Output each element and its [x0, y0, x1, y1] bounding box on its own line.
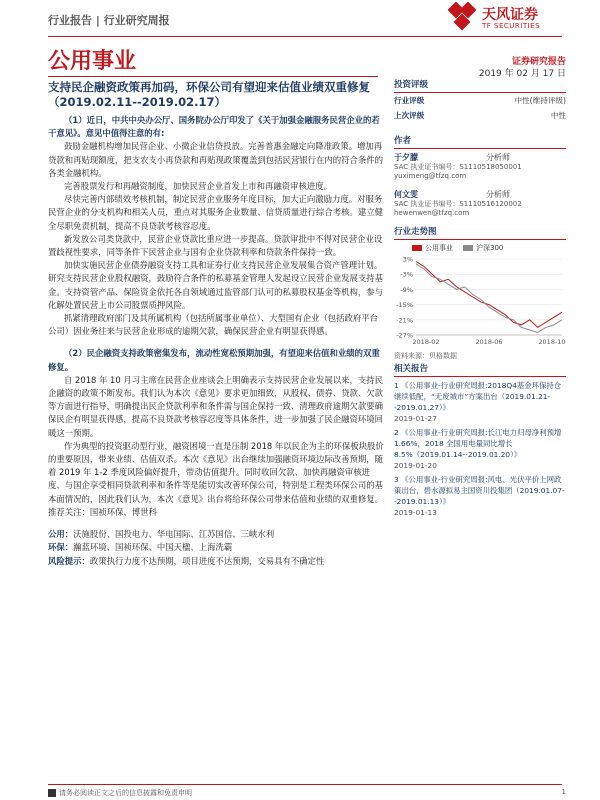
y-tick-label: -15%	[396, 301, 413, 310]
para-9: 自 2018 年 10 月习主席在民营企业座谈会上明确表示支持民营企业发展以来，支持民企融资的政策不断发布。我们认为本次《意见》要求更加细致，从股权、债券、贷款、欠款等方面进行指导，明确提出民企贷款利率和条件需与国企保持一致、清理政府逾期欠款要确保民企有明显获得感，提高不良贷款考核容忍度等具体条件，进一步加强了民企融资环境回暖这一预期。	[48, 374, 383, 438]
chart-legend	[412, 243, 566, 253]
y-tick-label: -3%	[400, 270, 413, 279]
brand-name-cn: 天风证券	[482, 7, 538, 23]
para-2: 鼓励金融机构增加民营企业、小微企业信贷投放。完善普惠金融定向降准政策。增加再贷款和再贴现额度，把支农支小再贷款和再贴现政策覆盖到包括民营银行在内的符合条件的各类金融机构。	[48, 141, 383, 178]
report-date: 2019 年 02 月 17 日	[478, 69, 566, 79]
header-divider	[48, 36, 562, 37]
brand-name-en: TF SECURITIES	[482, 22, 541, 30]
sector-title: 公用事业	[48, 48, 137, 74]
legend-utilities: 公用事业	[412, 243, 453, 253]
rating-row-previous: 上次评级 中性	[394, 111, 566, 120]
analyst-1-sac: SAC 执业证书编号：S1110518050001	[394, 163, 522, 171]
para-4: 尽快完善内部绩效考核机制，制定民营企业服务年度目标，加大正向激励力度。对服务民营企业的分支机构和相关人员，重点对其服务企业数量、信贷质量进行综合考核。建立健全尽职免责机制，提高不良贷款考核容忍度。	[48, 194, 383, 231]
qr-code-icon	[48, 789, 56, 797]
x-tick-label: 2018-10	[538, 338, 566, 346]
x-tick-label: 2018-06	[475, 338, 503, 346]
page-number: 1	[561, 788, 566, 796]
recommend-environment: 环保：瀚蓝环境、国祯环保、中国天楹、上海洗霸	[48, 542, 233, 553]
para-7: 抓紧清理政府部门及其所属机构（包括所属事业单位）、大型国有企业（包括政府平台公司）因业务往来与民营企业形成的逾期欠款，确保民营企业有明显获得感。	[48, 313, 379, 337]
para-8: （2）民企融资支持政策密集发布，流动性宽松预期加强，有望迎来估值和业绩的双重修复。	[48, 348, 380, 372]
analyst-2-sac: SAC 执业证书编号：S1110516120002	[394, 200, 522, 208]
y-tick-label: 3%	[402, 255, 413, 264]
sector-divider	[48, 76, 378, 77]
rating-section	[394, 78, 566, 123]
authors-section	[394, 134, 566, 218]
para-1: （1）近日，中共中央办公厅、国务院办公厅印发了《关于加强金融服务民营企业的若干意见》。意见中值得注意的有:	[48, 115, 380, 139]
footer-disclaimer: 请务必阅读正文之后的信息披露和免责申明	[48, 788, 192, 798]
rating-row-industry: 行业评级 中性(维持评级)	[394, 96, 566, 105]
trend-section	[394, 225, 566, 361]
analyst-1-name: 于夕朦 分析师	[394, 153, 510, 162]
y-tick-label: -27%	[396, 331, 413, 340]
related-report-1[interactable]: 1 《公用事业-行业研究周报:2018Q4基金环保持仓继续低配，“无废城市”方案出台（2019.01.21--2019.01.27）》 2019-01-27	[394, 381, 562, 423]
related-section	[394, 362, 566, 518]
analyst-2-name: 何文雯 分析师	[394, 190, 510, 199]
y-tick-label: -21%	[396, 316, 413, 325]
logo-mark-icon	[448, 2, 478, 32]
footer-divider	[48, 784, 562, 785]
rating-title: 投资评级	[394, 78, 566, 93]
related-report-3[interactable]: 3 《公用事业-行业研究周报:风电、光伏平价上网政策出台，碧水源拟易主国资川投集团（2019.01.07--2019.01.13）》 2019-01-13	[394, 475, 565, 517]
report-title: 支持民企融资政策再加码，环保公司有望迎来估值业绩双重修复（2019.02.11--2019.02.17）	[48, 80, 370, 109]
para-3: 完善股票发行和再融资制度，加快民营企业首发上市和再融资审核进度。	[64, 181, 332, 192]
authors-title: 作者	[394, 134, 566, 149]
risk-warning: 风险提示：政策执行力度不达预期，项目进度不达预期，交易具有不确定性	[48, 555, 325, 566]
analyst-2-email[interactable]: hewenwen@tfzq.com	[394, 209, 470, 217]
legend-csi300: 沪深300	[463, 243, 503, 253]
para-6: 加快实施民营企业债券融资支持工具和证券行业支持民营企业发展集合资产管理计划。研究支持民营企业股权融资，鼓励符合条件的私募基金管理人发起设立民营企业发展支持基金。支持资管产品、保险资金依托各自领域通过监管部门认可的私募股权基金等机构，参与化解处置民营上市公司股票质押风险。	[48, 260, 383, 310]
x-tick-label: 2018-02	[412, 338, 440, 346]
report-body	[48, 114, 384, 568]
related-report-2[interactable]: 2 《公用事业-行业研究周报:长江电力归母净利预增 1.66%，2018 全国用电量同比增长 8.5%（2019.01.14--2019.01.20）》 2019-01-20	[394, 428, 562, 470]
trend-title: 行业走势图	[394, 225, 566, 240]
related-title: 相关报告	[394, 362, 566, 377]
y-tick-label: -9%	[400, 285, 413, 294]
chart-source: 资料来源：贝格数据	[394, 352, 457, 360]
trend-chart	[394, 253, 566, 349]
para-10: 作为典型的投资驱动型行业，融资困境一直是压制 2018 年以民企为主的环保板块股价的重要原因，带来业绩、估值双杀。本次《意见》出台继续加强融资环境边际改善预期，随着 2019 年 1-2 季度风险偏好提升，带动估值提升。同时收回欠款、加快再融资审核进度、与国企享受相同贷款利率和条件等是能切实改善环保公司，特别是工程类环保公司的基本面情况的，因此我们认为，本次《意见》出台将给环保公司带来估值和业绩的双重修复。推荐关注：国祯环保、博世科	[48, 440, 384, 517]
report-type: 证券研究报告	[511, 57, 566, 67]
series-line-1	[416, 262, 562, 328]
para-5: 新发放公司类贷款中，民营企业贷款比重应进一步提高。贷款审批中不得对民营企业设置歧视性要求，同等条件下民营企业与国有企业贷款利率和贷款条件保持一致。	[48, 233, 383, 258]
tf-securities-logo	[448, 2, 568, 36]
report-tags: 行业报告 | 行业研究周报	[48, 14, 170, 27]
analyst-1-email[interactable]: yuximeng@tfzq.com	[394, 172, 467, 180]
recommend-utilities: 公用：沃施股份、国投电力、华电国际、江苏国信、三峡水利	[48, 529, 275, 540]
